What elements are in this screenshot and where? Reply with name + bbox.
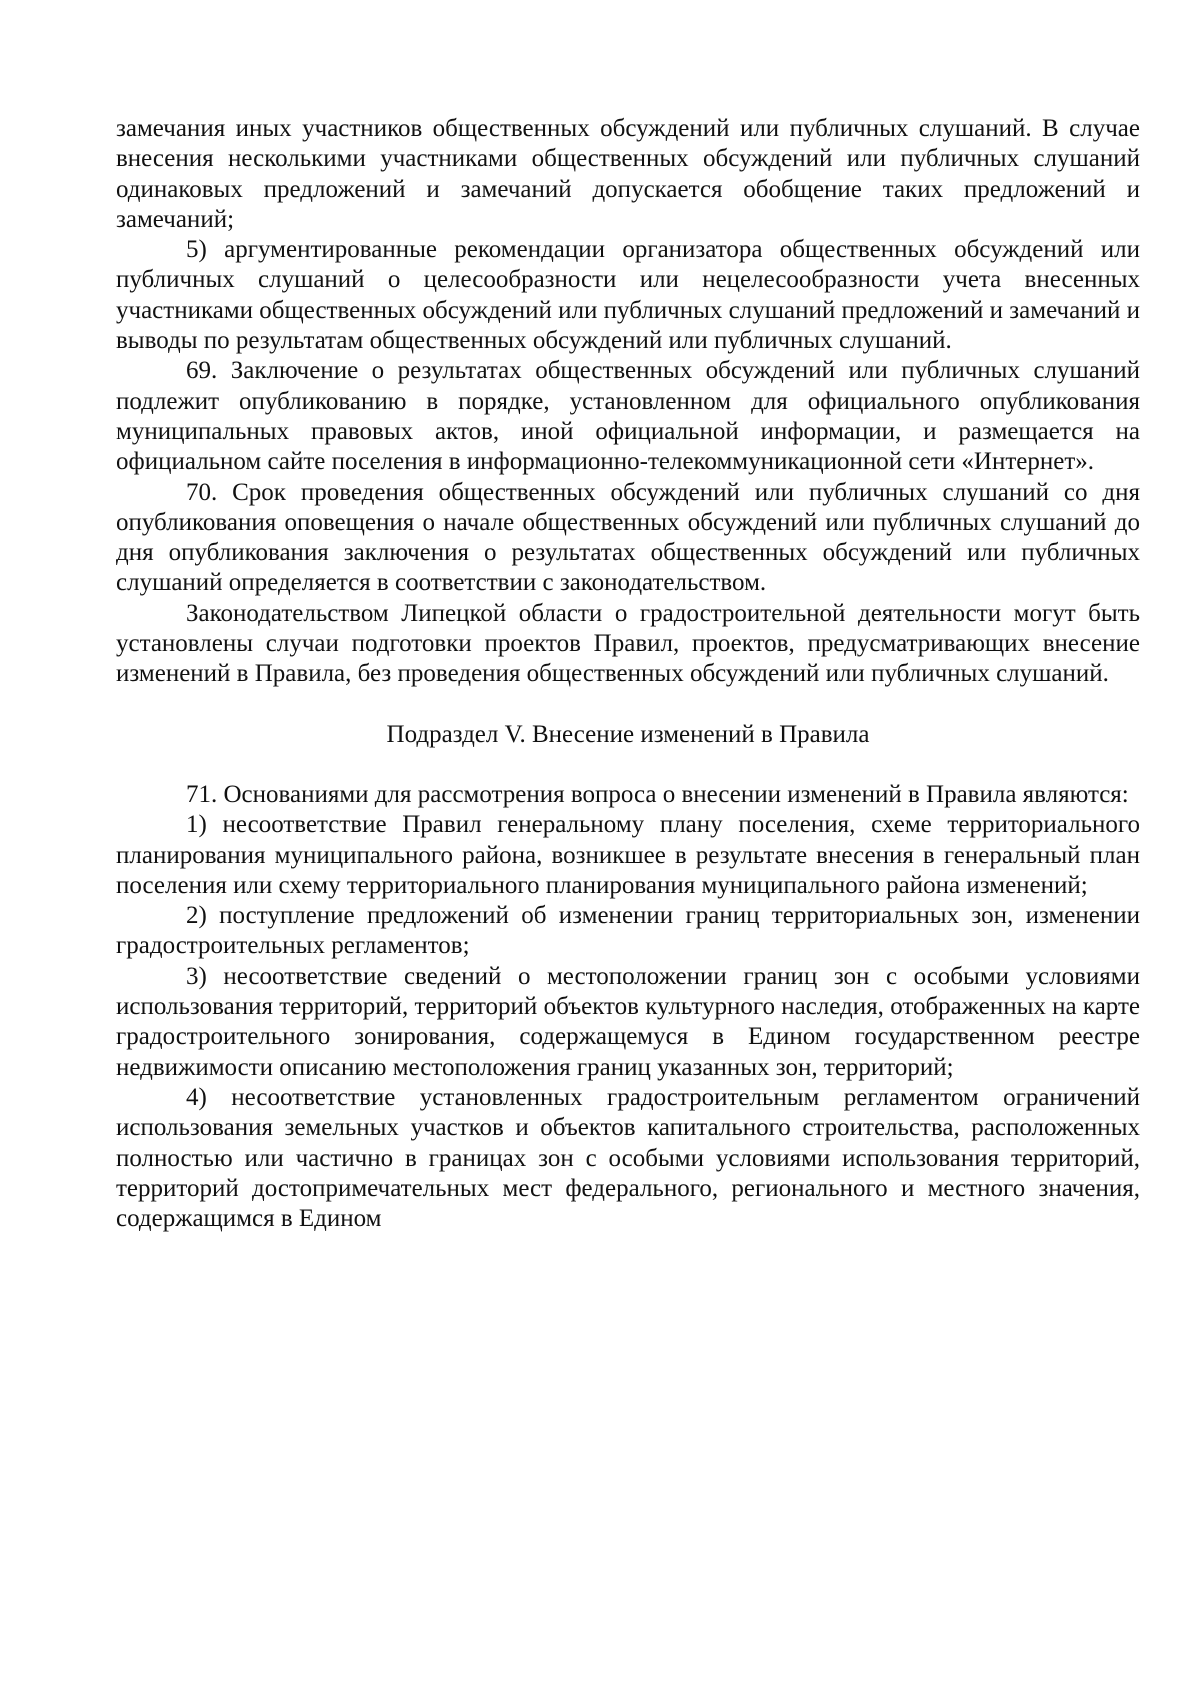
paragraph-69: 69. Заключение о результатах общественных обсуждений или публичных слушаний подлежит опубликованию в порядке, установленном для официального опубликования муниципальных правовых актов, иной официальной информации, и размещается на официальном сайте поселения в информационно-телекоммуникационной сети «Интернет».	[116, 357, 1140, 476]
paragraph-70: 70. Срок проведения общественных обсуждений или публичных слушаний со дня опубликования оповещения о начале общественных обсуждений или публичных слушаний до дня опубликования заключения о результатах общественных обсуждений или публичных слушаний определяется в соответствии с законодательством.	[116, 478, 1140, 597]
paragraph-71: 71. Основаниями для рассмотрения вопроса о внесении изменений в Правила являются:	[186, 780, 1129, 808]
paragraph-item-3: 3) несоответствие сведений о местоположении границ зон с особыми условиями использования территорий, территорий объектов культурного наследия, отображенных на карте градостроительного зонирования, содержащемуся в Едином государственном реестре недвижимости описанию местоположения границ указанных зон, территорий;	[116, 962, 1140, 1081]
paragraph-item-5: 5) аргументированные рекомендации организатора общественных обсуждений или публичных слушаний о целесообразности или нецелесообразности учета внесенных участниками общественных обсуждений или публичных слушаний предложений и замечаний и выводы по результатам общественных обсуждений или публичных слушаний.	[116, 236, 1140, 355]
paragraph-item-4: 4) несоответствие установленных градостроительным регламентом ограничений использования земельных участков и объектов капитального строительства, расположенных полностью или частично в границах зон с особыми условиями использования территорий, территорий достопримечательных мест федерального, регионального и местного значения, содержащимся в Едином	[116, 1083, 1140, 1233]
paragraph-continued: замечания иных участников общественных обсуждений или публичных слушаний. В случае внесения несколькими участниками общественных обсуждений или публичных слушаний одинаковых предложений и замечаний допускается обобщение таких предложений и замечаний;	[116, 115, 1140, 233]
paragraph-item-1: 1) несоответствие Правил генеральному плану поселения, схеме территориального планирования муниципального района, возникшее в результате внесения в генеральный план поселения или схему территориального планирования муниципального района изменений;	[116, 811, 1140, 899]
paragraph-lipetsk-law: Законодательством Липецкой области о градостроительной деятельности могут быть установлены случаи подготовки проектов Правил, проектов, предусматривающих внесение изменений в Правила, без проведения общественных обсуждений или публичных слушаний.	[116, 599, 1140, 688]
section-heading: Подраздел V. Внесение изменений в Правила	[386, 720, 870, 748]
document-page	[116, 114, 1140, 1234]
paragraph-item-2: 2) поступление предложений об изменении границ территориальных зон, изменении градостроительных регламентов;	[116, 902, 1140, 960]
